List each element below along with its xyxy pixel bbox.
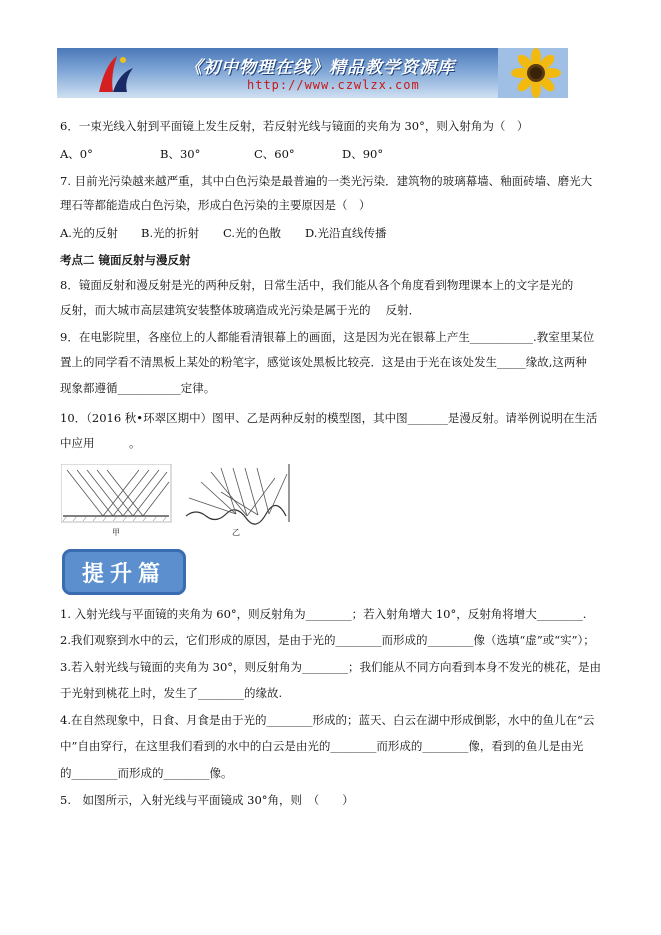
advanced-question-3-line-2: 于光射到桃花上时，发生了________的缘故. (60, 686, 283, 700)
header-banner (57, 48, 568, 98)
reflection-figure (61, 464, 291, 540)
diffuse-reflection-diagram (186, 464, 289, 524)
option-d: D、90° (342, 147, 384, 161)
banner-url[interactable]: http://www.czwlzx.com (247, 78, 420, 92)
site-logo-icon (93, 52, 137, 96)
sunflower-icon (498, 48, 568, 98)
option-b: B、30° (160, 147, 201, 161)
question-9-line-1: 9．在电影院里，各座位上的人都能看清银幕上的画面，这是因为光在银幕上产生___________.教室里某位 (60, 330, 595, 344)
option-c: C.光的色散 (223, 226, 282, 240)
option-a: A、0° (60, 147, 93, 161)
advanced-question-4-line-1: 4.在自然现象中，日食、月食是由于光的________形成的；蓝天、白云在湖中形成倒影，水中的鱼儿在“云 (60, 713, 595, 727)
advanced-question-2: 2.我们观察到水中的云，它们形成的原因，是由于光的________而形成的________像（选填“虚”或“实”）； (60, 633, 595, 647)
question-9-line-2: 置上的同学看不清黑板上某处的粉笔字，感觉该处黑板比较亮．这是由于光在该处发生_____缘故,这两种 (60, 355, 587, 369)
question-9-line-3: 现象都遵循___________定律。 (60, 381, 216, 395)
question-8-line-2: 反射，而大城市高层建筑安装整体玻璃造成光污染是属于光的 反射． (60, 303, 421, 317)
advanced-question-5: 5. 如图所示，入射光线与平面镜成 30°角，则 （ ） (60, 793, 354, 807)
option-d: D.光沿直线传播 (305, 226, 387, 240)
option-b: B.光的折射 (141, 226, 200, 240)
banner-title: 《初中物理在线》精品教学资源库 (185, 58, 455, 78)
question-7-line-1: 7. 目前光污染越来越严重，其中白色污染是最普遍的一类光污染．建筑物的玻璃幕墙、釉面砖墙、磨光大 (60, 174, 593, 188)
option-c: C、60° (254, 147, 295, 161)
section-heading: 考点二 镜面反射与漫反射 (60, 253, 191, 267)
label-jia: 甲 (112, 528, 120, 537)
label-yi: 乙 (232, 528, 240, 537)
question-7-options (60, 225, 612, 241)
question-7-line-2: 理石等都能造成白色污染，形成白色污染的主要原因是（ ） (60, 198, 371, 212)
incident-rays (221, 468, 269, 516)
advanced-question-4-line-3: 的________而形成的________像。 (60, 766, 233, 780)
option-a: A.光的反射 (60, 226, 118, 240)
question-10-line-2: 中应用 。 (60, 436, 141, 450)
advanced-question-3-line-1: 3.若入射光线与镜面的夹角为 30°，则反射角为________；我们能从不同方向看到本身不发光的桃花，是由 (60, 660, 602, 674)
scattered-rays (189, 472, 287, 516)
specular-reflection-diagram (61, 464, 171, 522)
advanced-question-4-line-2: 中”自由穿行，在这里我们看到的水中的白云是由光的________而形成的________像，看到的鱼儿是由光 (60, 739, 584, 753)
question-6-options (60, 146, 612, 162)
question-6-stem: 6．一束光线入射到平面镜上发生反射，若反射光线与镜面的夹角为 30°，则入射角为（ ） (60, 119, 529, 133)
section-badge: 提升篇 (62, 549, 186, 595)
incident-rays (67, 470, 143, 516)
question-10-line-1: 10．（2016 秋•环翠区期中）图甲、乙是两种反射的模型图，其中图_______是漫反射。请举例说明在生活 (60, 411, 598, 425)
advanced-question-1: 1. 入射光线与平面镜的夹角为 60°，则反射角为________；若入射角增大 10°，反射角将增大________. (60, 607, 587, 621)
question-8-line-1: 8．镜面反射和漫反射是光的两种反射，日常生活中，我们能从各个角度看到物理课本上的文字是光的 (60, 278, 574, 292)
